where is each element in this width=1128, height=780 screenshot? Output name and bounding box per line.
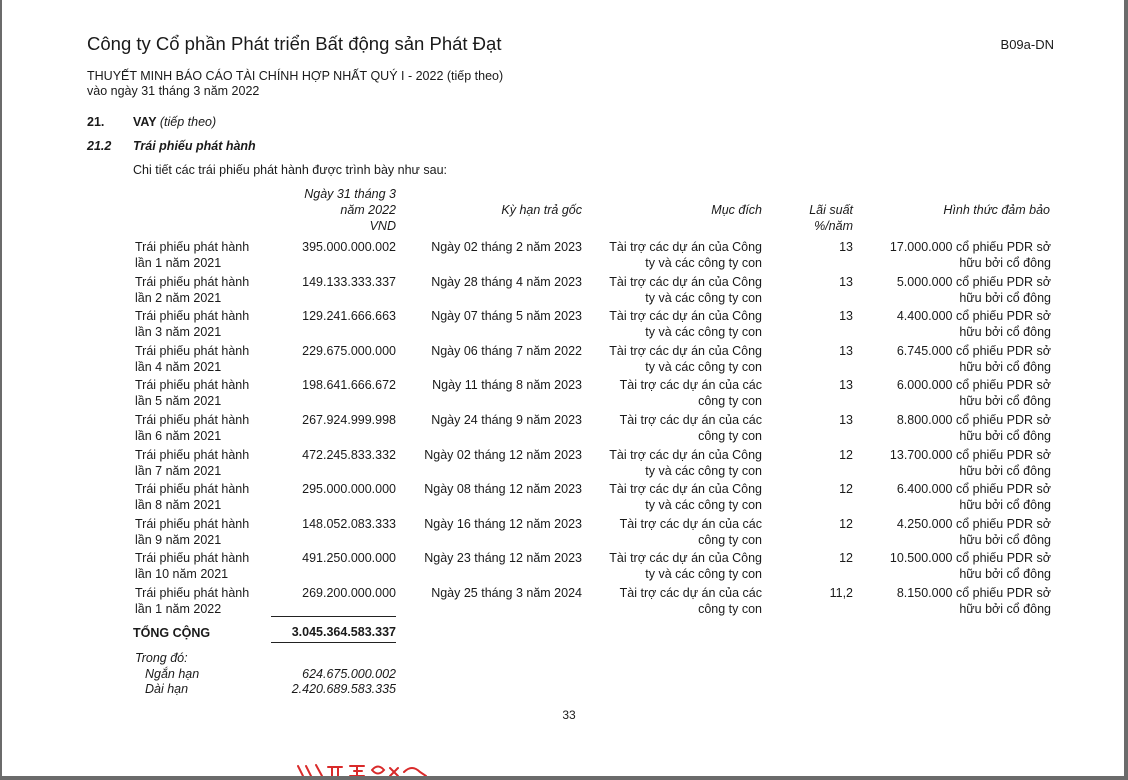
bond-collateral-line: 6.400.000 cổ phiếu PDR sở (896, 482, 1051, 496)
bond-collateral-line: hữu bởi cổ đông (959, 324, 1051, 339)
bond-purpose-line: Tài trợ các dự án của các (619, 378, 762, 392)
bond-collateral-line: hữu bởi cổ đông (959, 532, 1051, 547)
bond-purpose-line: Tài trợ các dự án của Công (609, 482, 762, 496)
bond-collateral-line: hữu bởi cổ đông (959, 255, 1051, 270)
bond-purpose-line: ty và các công ty con (645, 324, 762, 339)
bond-name (135, 344, 275, 375)
bond-amount (271, 482, 396, 498)
bond-purpose (592, 517, 762, 548)
bond-collateral-line: 10.500.000 cổ phiếu PDR sở (889, 551, 1051, 565)
bond-collateral (862, 551, 1051, 582)
short-term-label: Ngắn hạn (145, 667, 200, 681)
bond-name (135, 482, 275, 513)
bond-name-line: lần 5 năm 2021 (135, 393, 222, 408)
bond-name-line: lần 1 năm 2021 (135, 255, 222, 270)
bond-collateral-line: hữu bởi cổ đông (959, 290, 1051, 305)
bond-name-line: Trái phiếu phát hành (135, 517, 250, 531)
bond-name-line: lần 6 năm 2021 (135, 428, 222, 443)
bond-purpose (592, 482, 762, 513)
bond-name (135, 309, 275, 340)
bond-name-line: lần 3 năm 2021 (135, 324, 222, 339)
bond-amount-line: 129.241.666.663 (302, 309, 396, 323)
bond-name (135, 448, 275, 479)
bond-amount-line: 491.250.000.000 (302, 551, 396, 565)
bond-purpose-line: Tài trợ các dự án của Công (609, 448, 762, 462)
header-rate-line1: Lãi suất (809, 203, 853, 217)
bond-purpose-line: ty và các công ty con (645, 566, 762, 581)
header-rate-line2: %/năm (814, 219, 853, 233)
bond-rate (782, 586, 853, 602)
bond-rate-line: 13 (839, 413, 853, 427)
bond-name-line: Trái phiếu phát hành (135, 586, 250, 600)
bond-collateral-line: hữu bởi cổ đông (959, 601, 1051, 616)
bond-rate-line: 11,2 (829, 586, 853, 600)
bond-purpose (592, 586, 762, 617)
document-code: B09a-DN (1000, 37, 1054, 52)
total-top-rule (271, 616, 396, 617)
intro-text: Chi tiết các trái phiếu phát hành được trình bày như sau: (133, 163, 448, 177)
bond-name (135, 275, 275, 306)
bond-purpose-line: Tài trợ các dự án của Công (609, 344, 762, 358)
bond-collateral (862, 240, 1051, 271)
bond-name-line: Trái phiếu phát hành (135, 240, 250, 254)
bond-collateral (862, 378, 1051, 409)
bond-name-line: lần 10 năm 2021 (135, 566, 229, 581)
bond-name-line: lần 2 năm 2021 (135, 290, 222, 305)
bond-rate (782, 344, 853, 360)
report-title: THUYẾT MINH BÁO CÁO TÀI CHÍNH HỢP NHẤT QUÝ I - 2022 (tiếp theo) (87, 69, 504, 83)
bond-purpose-line: công ty con (698, 532, 762, 547)
bond-rate (782, 275, 853, 291)
bond-maturity (402, 448, 582, 464)
header-maturity: Kỳ hạn trả gốc (501, 203, 582, 217)
bond-collateral (862, 586, 1051, 617)
bond-collateral (862, 482, 1051, 513)
bond-maturity-line: Ngày 23 tháng 12 năm 2023 (424, 551, 582, 565)
bond-rate-line: 12 (839, 551, 853, 565)
bond-collateral-line: hữu bởi cổ đông (959, 359, 1051, 374)
bond-maturity-line: Ngày 24 tháng 9 năm 2023 (431, 413, 582, 427)
bond-amount-line: 295.000.000.000 (302, 482, 396, 496)
bond-purpose (592, 551, 762, 582)
bond-collateral (862, 344, 1051, 375)
bond-maturity-line: Ngày 28 tháng 4 năm 2023 (431, 275, 582, 289)
bond-purpose (592, 344, 762, 375)
bond-purpose (592, 413, 762, 444)
report-date: vào ngày 31 tháng 3 năm 2022 (87, 84, 260, 98)
bond-purpose-line: Tài trợ các dự án của Công (609, 240, 762, 254)
bond-purpose-line: Tài trợ các dự án của Công (609, 275, 762, 289)
bond-purpose-line: Tài trợ các dự án của Công (609, 309, 762, 323)
subsection-number: 21.2 (87, 139, 112, 153)
bond-maturity (402, 413, 582, 429)
bond-maturity (402, 344, 582, 360)
bond-name (135, 517, 275, 548)
header-amount-line2: năm 2022 (340, 203, 396, 217)
bond-name-line: Trái phiếu phát hành (135, 551, 250, 565)
bond-collateral-line: hữu bởi cổ đông (959, 463, 1051, 478)
bond-collateral-line: 13.700.000 cổ phiếu PDR sở (889, 448, 1051, 462)
bond-amount-line: 148.052.083.333 (302, 517, 396, 531)
bond-name-line: Trái phiếu phát hành (135, 309, 250, 323)
report-heading (87, 69, 503, 99)
bond-rate (782, 240, 853, 256)
bond-amount-line: 229.675.000.000 (302, 344, 396, 358)
bond-amount (271, 551, 396, 567)
bond-maturity-line: Ngày 02 tháng 2 năm 2023 (431, 240, 582, 254)
bond-rate (782, 309, 853, 325)
bond-collateral-line: 17.000.000 cổ phiếu PDR sở (889, 240, 1051, 254)
bond-amount-line: 267.924.999.998 (302, 413, 396, 427)
header-amount-line1: Ngày 31 tháng 3 (304, 187, 396, 201)
bond-purpose (592, 275, 762, 306)
bond-amount-line: 149.133.333.337 (302, 275, 396, 289)
bond-name-line: lần 8 năm 2021 (135, 497, 222, 512)
bond-name-line: lần 9 năm 2021 (135, 532, 222, 547)
bond-collateral-line: 4.400.000 cổ phiếu PDR sở (896, 309, 1051, 323)
bond-purpose-line: ty và các công ty con (645, 497, 762, 512)
bond-maturity-line: Ngày 25 tháng 3 năm 2024 (431, 586, 582, 600)
short-term-value: 624.675.000.002 (302, 667, 396, 681)
bond-rate (782, 413, 853, 429)
bond-purpose-line: công ty con (698, 393, 762, 408)
header-amount (272, 186, 396, 234)
total-label: TỔNG CỘNG (133, 626, 211, 640)
bond-maturity (402, 586, 582, 602)
bond-name-line: lần 7 năm 2021 (135, 463, 222, 478)
section-number: 21. (87, 115, 105, 129)
bond-maturity (402, 240, 582, 256)
bond-collateral (862, 413, 1051, 444)
bond-collateral-line: 8.800.000 cổ phiếu PDR sở (896, 413, 1051, 427)
bond-maturity (402, 551, 582, 567)
bond-maturity (402, 309, 582, 325)
long-term-value: 2.420.689.583.335 (291, 682, 396, 696)
bond-maturity-line: Ngày 02 tháng 12 năm 2023 (424, 448, 582, 462)
bond-collateral-line: 5.000.000 cổ phiếu PDR sở (896, 275, 1051, 289)
bond-purpose-line: ty và các công ty con (645, 463, 762, 478)
bond-rate-line: 12 (839, 448, 853, 462)
bond-collateral-line: hữu bởi cổ đông (959, 566, 1051, 581)
bond-purpose-line: ty và các công ty con (645, 290, 762, 305)
bond-amount-line: 269.200.000.000 (302, 586, 396, 600)
bond-name-line: lần 4 năm 2021 (135, 359, 222, 374)
bond-purpose (592, 309, 762, 340)
bond-rate-line: 12 (839, 517, 853, 531)
bond-maturity-line: Ngày 07 tháng 5 năm 2023 (431, 309, 582, 323)
bond-rate-line: 13 (839, 344, 853, 358)
bond-maturity-line: Ngày 06 tháng 7 năm 2022 (431, 344, 582, 358)
bond-name-line: Trái phiếu phát hành (135, 275, 250, 289)
bond-amount (271, 586, 396, 602)
bond-amount (271, 517, 396, 533)
bond-purpose-line: Tài trợ các dự án của các (619, 517, 762, 531)
bond-collateral-line: hữu bởi cổ đông (959, 428, 1051, 443)
header-rate (782, 202, 853, 234)
bond-collateral-line: 4.250.000 cổ phiếu PDR sở (896, 517, 1051, 531)
bond-maturity (402, 275, 582, 291)
of-which-label: Trong đó: (135, 651, 188, 665)
bond-name-line: Trái phiếu phát hành (135, 482, 250, 496)
bond-collateral (862, 309, 1051, 340)
bond-purpose (592, 378, 762, 409)
bond-name-line: Trái phiếu phát hành (135, 344, 250, 358)
bond-collateral-line: 6.000.000 cổ phiếu PDR sở (896, 378, 1051, 392)
bond-name (135, 240, 275, 271)
bond-name (135, 551, 275, 582)
bond-purpose-line: ty và các công ty con (645, 359, 762, 374)
bond-amount (271, 413, 396, 429)
header-purpose: Mục đích (711, 203, 762, 217)
bond-amount-line: 198.641.666.672 (302, 378, 396, 392)
subsection-title: Trái phiếu phát hành (133, 139, 256, 153)
bond-name-line: Trái phiếu phát hành (135, 413, 250, 427)
bond-amount (271, 309, 396, 325)
bond-purpose-line: công ty con (698, 428, 762, 443)
long-term-label: Dài hạn (145, 682, 189, 696)
bond-maturity (402, 517, 582, 533)
bond-collateral-line: hữu bởi cổ đông (959, 393, 1051, 408)
bond-rate (782, 378, 853, 394)
bond-amount (271, 378, 396, 394)
bond-purpose-line: ty và các công ty con (645, 255, 762, 270)
bond-collateral (862, 448, 1051, 479)
bond-amount-line: 395.000.000.002 (302, 240, 396, 254)
bond-rate-line: 13 (839, 309, 853, 323)
bond-collateral-line: hữu bởi cổ đông (959, 497, 1051, 512)
bond-maturity-line: Ngày 16 tháng 12 năm 2023 (424, 517, 582, 531)
bond-rate-line: 13 (839, 378, 853, 392)
bond-purpose-line: Tài trợ các dự án của các (619, 413, 762, 427)
bond-maturity (402, 378, 582, 394)
bond-maturity-line: Ngày 11 tháng 8 năm 2023 (432, 378, 582, 392)
section-title-note: (tiếp theo) (159, 115, 217, 129)
bond-rate (782, 517, 853, 533)
bond-name (135, 413, 275, 444)
header-amount-unit: VND (369, 219, 396, 233)
bond-name-line: Trái phiếu phát hành (135, 378, 250, 392)
document-page (2, 0, 1124, 776)
bond-rate-line: 12 (839, 482, 853, 496)
bond-purpose (592, 240, 762, 271)
company-name: Công ty Cổ phần Phát triển Bất động sản Phát Đạt (87, 33, 502, 54)
bond-amount (271, 240, 396, 256)
bond-amount-line: 472.245.833.332 (302, 448, 396, 462)
bond-amount (271, 448, 396, 464)
page-number: 33 (562, 708, 576, 722)
header-collateral: Hình thức đảm bảo (943, 203, 1050, 217)
red-stamp-fragment (294, 760, 434, 776)
bond-purpose-line: Tài trợ các dự án của Công (609, 551, 762, 565)
bond-name (135, 378, 275, 409)
bond-purpose-line: Tài trợ các dự án của các (619, 586, 762, 600)
bond-rate (782, 482, 853, 498)
bond-name-line: lần 1 năm 2022 (135, 601, 222, 616)
bond-maturity (402, 482, 582, 498)
bond-collateral (862, 517, 1051, 548)
bond-name-line: Trái phiếu phát hành (135, 448, 250, 462)
bond-purpose (592, 448, 762, 479)
bond-collateral-line: 6.745.000 cổ phiếu PDR sở (896, 344, 1051, 358)
bond-name (135, 586, 275, 617)
total-value: 3.045.364.583.337 (291, 625, 396, 639)
bond-maturity-line: Ngày 08 tháng 12 năm 2023 (424, 482, 582, 496)
bond-amount (271, 275, 396, 291)
total-bottom-rule (271, 642, 396, 643)
bond-rate (782, 448, 853, 464)
bond-amount (271, 344, 396, 360)
bond-collateral (862, 275, 1051, 306)
bond-rate (782, 551, 853, 567)
bond-purpose-line: công ty con (698, 601, 762, 616)
section-title-text: VAY (133, 115, 157, 129)
bond-rate-line: 13 (839, 275, 853, 289)
section-title (133, 115, 216, 129)
bond-rate-line: 13 (839, 240, 853, 254)
bond-collateral-line: 8.150.000 cổ phiếu PDR sở (896, 586, 1051, 600)
